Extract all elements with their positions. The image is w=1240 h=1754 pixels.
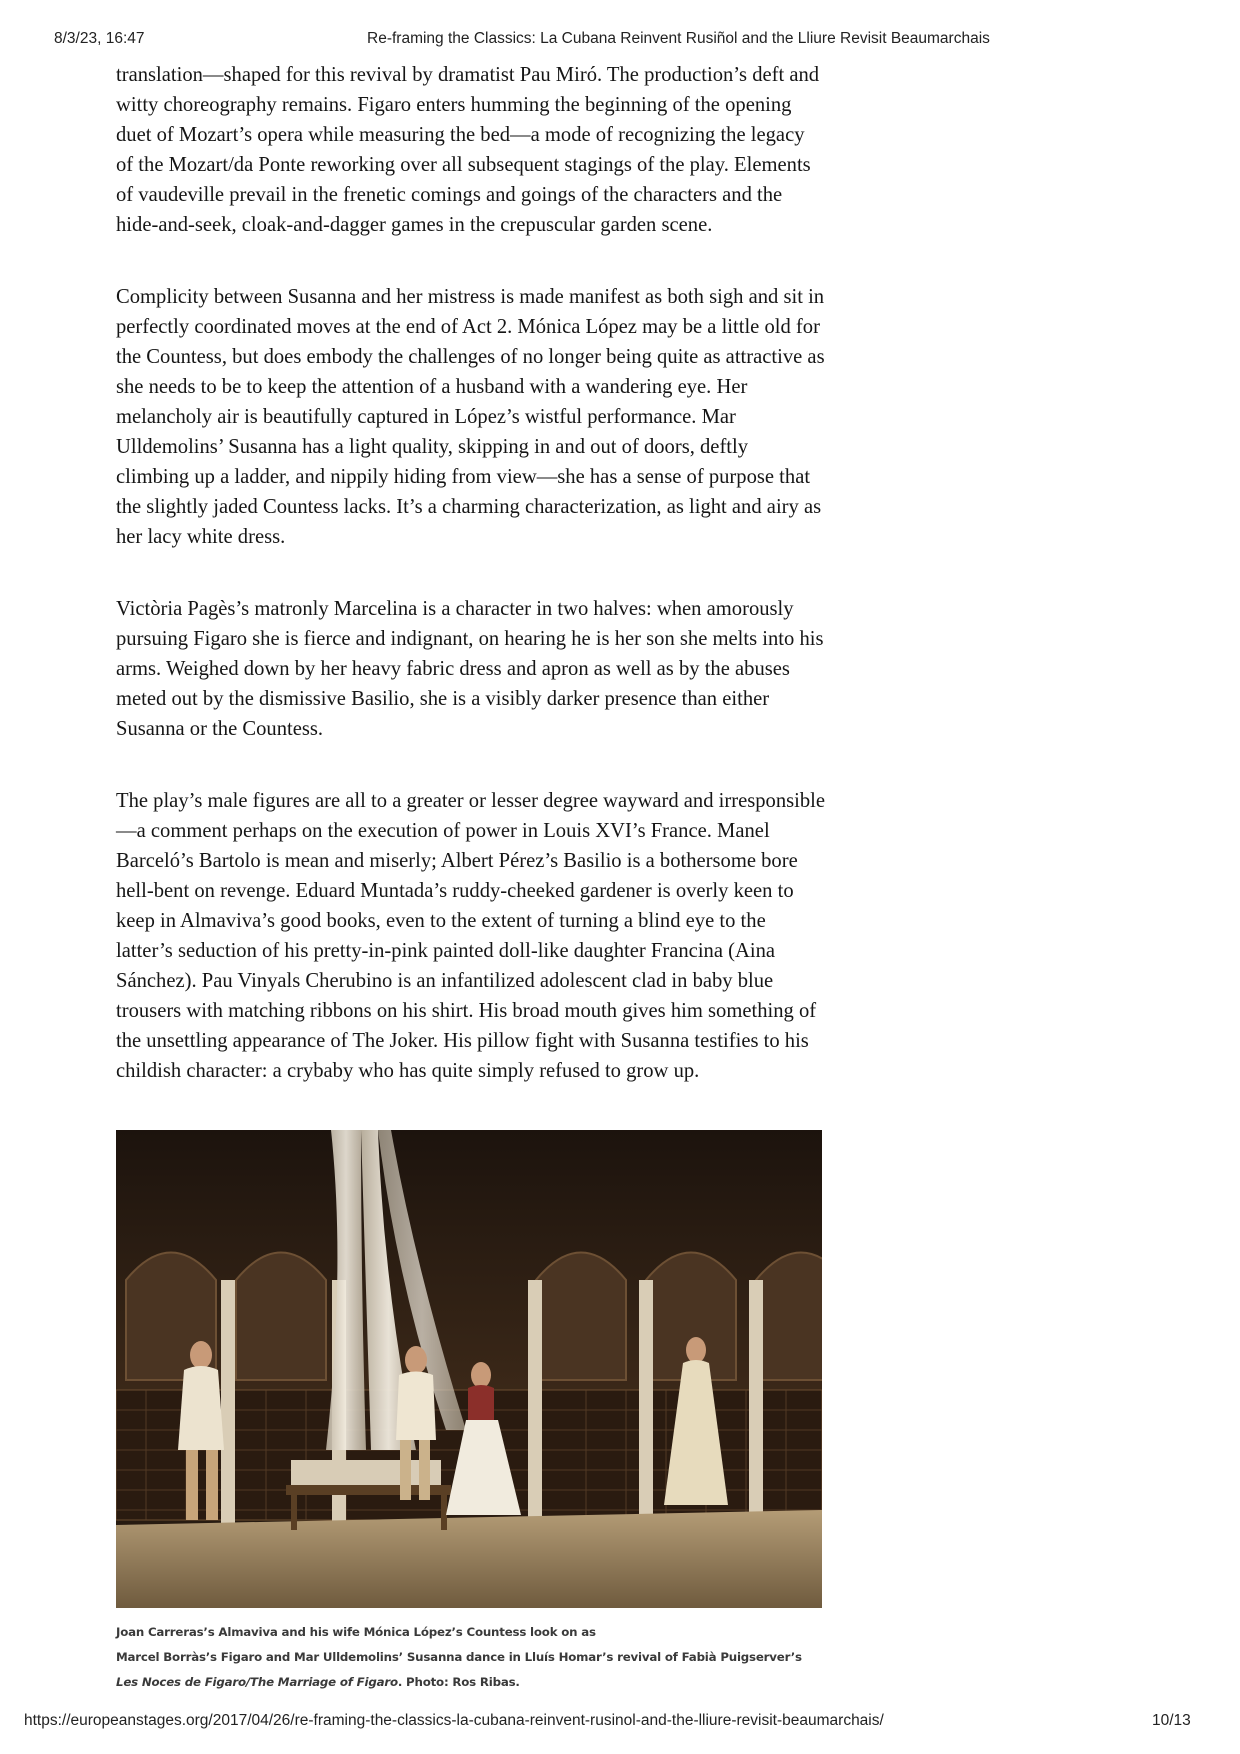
article-paragraph: Complicity between Susanna and her mistress is made manifest as both sigh and sit in perfectly coordinated moves at the end of Act 2. Mónica López may be a little old for the Countess, but does embody the challenges of no longer being quite as attractive as she needs to be to keep the attention of a husband with a wandering eye. Her melancholy air is beautifully captured in López’s wistful performance. Mar Ulldemolins’ Susanna has a light quality, skipping in and out of doors, deftly climbing up a ladder, and nippily hiding from view—she has a sense of purpose that the slightly jaded Countess lacks. It’s a charming characterization, as light and airy as her lacy white dress. — [116, 286, 825, 548]
caption-credit: . Photo: Ros Ribas. — [397, 1675, 520, 1689]
stage-production-photo — [116, 1130, 822, 1608]
production-photo-figure — [116, 1130, 822, 1695]
article-paragraph: Victòria Pagès’s matronly Marcelina is a character in two halves: when amorously pursuing Figaro she is fierce and indignant, on hearing he is her son she melts into his arms. Weighed down by her heavy fabric dress and apron as well as by the abuses meted out by the dismissive Basilio, she is a visibly darker presence than either Susanna or the Countess. — [116, 598, 824, 740]
article-paragraph: The play’s male figures are all to a greater or lesser degree wayward and irresponsible—a comment perhaps on the execution of power in Louis XVI’s France. Manel Barceló’s Bartolo is mean and miserly; Albert Pérez’s Basilio is a bothersome bore hell-bent on revenge. Eduard Muntada’s ruddy-cheeked gardener is overly keen to keep in Almaviva’s good books, even to the extent of turning a blind eye to the latter’s seduction of his pretty-in-pink painted doll-like daughter Francina (Aina Sánchez). Pau Vinyals Cherubino is an infantilized adolescent clad in baby blue trousers with matching ribbons on his shirt. His broad mouth gives him something of the unsettling appearance of The Joker. His pillow fight with Susanna testifies to his childish character: a crybaby who has quite simply refused to grow up. — [116, 790, 826, 1082]
print-url: https://europeanstages.org/2017/04/26/re-framing-the-classics-la-cubana-reinvent-rusinol-and-the-lliure-revisit-beaumarchais/ — [24, 1712, 884, 1729]
print-header — [0, 30, 1240, 54]
caption-line-1: Joan Carreras’s Almaviva and his wife Mónica López’s Countess look on as — [116, 1625, 596, 1639]
print-datetime: 8/3/23, 16:47 — [54, 30, 145, 47]
print-page-title: Re-framing the Classics: La Cubana Reinvent Rusiñol and the Lliure Revisit Beaumarchais — [367, 30, 990, 47]
article-paragraph: translation—shaped for this revival by dramatist Pau Miró. The production’s deft and witty choreography remains. Figaro enters humming the beginning of the opening duet of Mozart’s opera while measuring the bed—a mode of recognizing the legacy of the Mozart/da Ponte reworking over all subsequent stagings of the play. Elements of vaudeville prevail in the frenetic comings and goings of the characters and the hide-and-seek, cloak-and-dagger games in the crepuscular garden scene. — [116, 64, 820, 236]
photo-caption — [116, 1620, 822, 1695]
caption-line-2 — [116, 1645, 822, 1695]
caption-play-title: Les Noces de Figaro/The Marriage of Figaro — [116, 1675, 398, 1689]
print-page-number: 10/13 — [1152, 1712, 1191, 1729]
article-body — [116, 60, 826, 1128]
print-footer — [0, 1712, 1240, 1736]
caption-text: Marcel Borràs’s Figaro and Mar Ulldemolins’ Susanna dance in Lluís Homar’s revival of Fabià Puigserver’s — [116, 1650, 802, 1664]
